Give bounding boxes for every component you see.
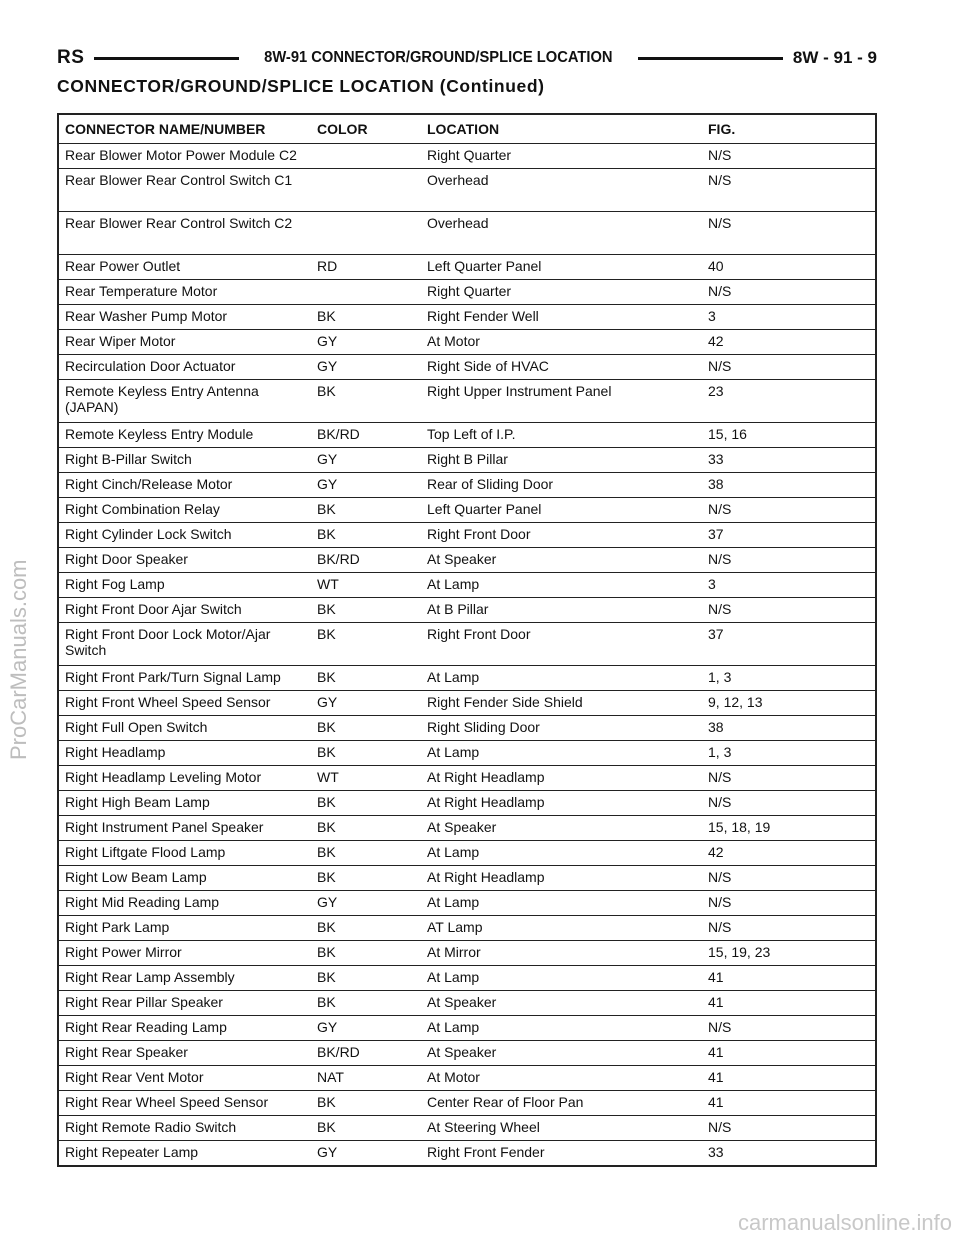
cell-fig: 9, 12, 13 [702,691,876,716]
cell-connector-name: Right High Beam Lamp [58,791,311,816]
cell-location: At Lamp [421,1016,702,1041]
cell-location: Right Fender Side Shield [421,691,702,716]
cell-color: BK [311,716,421,741]
cell-color: GY [311,473,421,498]
cell-fig: N/S [702,766,876,791]
table-row [58,598,876,623]
cell-location: Right Front Fender [421,1141,702,1167]
cell-color [311,212,421,255]
table-row [58,691,876,716]
cell-connector-name: Right Combination Relay [58,498,311,523]
connector-table-wrap [57,113,875,1167]
cell-color: BK [311,991,421,1016]
cell-connector-name: Recirculation Door Actuator [58,355,311,380]
table-row [58,1091,876,1116]
cell-fig: 41 [702,991,876,1016]
cell-fig: 33 [702,448,876,473]
cell-color: BK [311,498,421,523]
table-row [58,791,876,816]
cell-fig: 41 [702,1091,876,1116]
cell-fig: 38 [702,716,876,741]
table-row [58,448,876,473]
header-connector-name: CONNECTOR NAME/NUMBER [58,114,311,144]
header-location: LOCATION [421,114,702,144]
cell-connector-name: Rear Blower Rear Control Switch C1 [58,169,311,212]
cell-location: Overhead [421,169,702,212]
table-row [58,548,876,573]
cell-connector-name: Rear Power Outlet [58,255,311,280]
cell-color: BK [311,380,421,423]
table-row [58,255,876,280]
header-rule-right [638,57,783,60]
cell-location: Right Side of HVAC [421,355,702,380]
cell-location: At Speaker [421,1041,702,1066]
cell-color: BK [311,816,421,841]
cell-fig: 40 [702,255,876,280]
cell-connector-name: Right Door Speaker [58,548,311,573]
table-row [58,1116,876,1141]
cell-color: GY [311,448,421,473]
cell-color: BK [311,941,421,966]
table-row [58,866,876,891]
cell-fig: 42 [702,330,876,355]
cell-color: BK/RD [311,548,421,573]
table-row [58,280,876,305]
cell-connector-name: Rear Washer Pump Motor [58,305,311,330]
cell-connector-name: Rear Temperature Motor [58,280,311,305]
cell-color: GY [311,355,421,380]
cell-color: BK [311,916,421,941]
cell-connector-name: Right Headlamp Leveling Motor [58,766,311,791]
cell-connector-name: Right Cinch/Release Motor [58,473,311,498]
table-row [58,380,876,423]
header-color: COLOR [311,114,421,144]
cell-location: Right Quarter [421,144,702,169]
cell-location: At Steering Wheel [421,1116,702,1141]
bottom-watermark: carmanualsonline.info [737,1210,952,1235]
cell-connector-name: Rear Blower Rear Control Switch C2 [58,212,311,255]
cell-connector-name: Right Repeater Lamp [58,1141,311,1167]
cell-color: NAT [311,1066,421,1091]
cell-fig: 41 [702,966,876,991]
table-row [58,991,876,1016]
cell-color: RD [311,255,421,280]
cell-location: At Lamp [421,841,702,866]
cell-color: GY [311,691,421,716]
cell-color: BK [311,741,421,766]
cell-connector-name: Right Rear Speaker [58,1041,311,1066]
cell-fig: N/S [702,791,876,816]
cell-fig: N/S [702,598,876,623]
cell-fig: 33 [702,1141,876,1167]
cell-location: At Motor [421,1066,702,1091]
cell-color: BK [311,598,421,623]
cell-connector-name: Right Headlamp [58,741,311,766]
cell-connector-name: Right Mid Reading Lamp [58,891,311,916]
cell-location: At Speaker [421,991,702,1016]
header-fig: FIG. [702,114,876,144]
table-row [58,716,876,741]
cell-connector-name: Right Front Door Lock Motor/Ajar Switch [58,623,311,666]
table-row [58,891,876,916]
cell-fig: N/S [702,498,876,523]
cell-fig: N/S [702,355,876,380]
cell-color: BK/RD [311,1041,421,1066]
header-rule-left [94,57,239,60]
cell-connector-name: Right Instrument Panel Speaker [58,816,311,841]
table-row [58,473,876,498]
cell-color: GY [311,330,421,355]
cell-color [311,144,421,169]
cell-color: BK [311,866,421,891]
cell-color: GY [311,891,421,916]
cell-fig: N/S [702,1016,876,1041]
cell-fig: 15, 19, 23 [702,941,876,966]
cell-connector-name: Right Front Park/Turn Signal Lamp [58,666,311,691]
cell-fig: 1, 3 [702,741,876,766]
table-row [58,1066,876,1091]
cell-color: GY [311,1141,421,1167]
cell-color: BK [311,523,421,548]
cell-color [311,169,421,212]
page-header [57,44,877,72]
table-row [58,330,876,355]
table-row [58,498,876,523]
cell-fig: 3 [702,573,876,598]
table-row [58,916,876,941]
cell-color: GY [311,1016,421,1041]
cell-connector-name: Right Rear Wheel Speed Sensor [58,1091,311,1116]
cell-location: Right Quarter [421,280,702,305]
cell-location: AT Lamp [421,916,702,941]
table-row [58,144,876,169]
cell-location: At Right Headlamp [421,791,702,816]
cell-fig: N/S [702,548,876,573]
cell-fig: N/S [702,916,876,941]
cell-location: At Lamp [421,891,702,916]
cell-location: Overhead [421,212,702,255]
cell-connector-name: Right B-Pillar Switch [58,448,311,473]
cell-connector-name: Remote Keyless Entry Module [58,423,311,448]
table-row [58,966,876,991]
cell-connector-name: Right Full Open Switch [58,716,311,741]
cell-connector-name: Rear Blower Motor Power Module C2 [58,144,311,169]
cell-color: BK/RD [311,423,421,448]
cell-connector-name: Right Front Door Ajar Switch [58,598,311,623]
table-row [58,573,876,598]
cell-fig: 1, 3 [702,666,876,691]
cell-connector-name: Right Rear Vent Motor [58,1066,311,1091]
connector-table [57,113,877,1167]
table-row [58,423,876,448]
cell-connector-name: Right Front Wheel Speed Sensor [58,691,311,716]
cell-fig: N/S [702,144,876,169]
cell-location: At B Pillar [421,598,702,623]
cell-location: Left Quarter Panel [421,498,702,523]
table-row [58,666,876,691]
cell-fig: 41 [702,1066,876,1091]
cell-color: BK [311,1116,421,1141]
cell-location: Left Quarter Panel [421,255,702,280]
table-row [58,816,876,841]
cell-connector-name: Right Remote Radio Switch [58,1116,311,1141]
cell-location: At Right Headlamp [421,866,702,891]
cell-location: At Lamp [421,966,702,991]
cell-connector-name: Right Liftgate Flood Lamp [58,841,311,866]
table-row [58,355,876,380]
cell-location: At Speaker [421,816,702,841]
cell-connector-name: Right Low Beam Lamp [58,866,311,891]
cell-fig: 38 [702,473,876,498]
table-row [58,941,876,966]
cell-connector-name: Right Rear Lamp Assembly [58,966,311,991]
cell-fig: 41 [702,1041,876,1066]
table-row [58,169,876,212]
cell-connector-name: Right Fog Lamp [58,573,311,598]
cell-connector-name: Remote Keyless Entry Antenna (JAPAN) [58,380,311,423]
cell-fig: N/S [702,891,876,916]
cell-location: Right Upper Instrument Panel [421,380,702,423]
cell-location: Rear of Sliding Door [421,473,702,498]
side-watermark: ProCarManuals.com [6,559,31,760]
table-row [58,623,876,666]
cell-fig: 3 [702,305,876,330]
cell-connector-name: Right Rear Reading Lamp [58,1016,311,1041]
table-row [58,523,876,548]
section-title: CONNECTOR/GROUND/SPLICE LOCATION (Continued) [57,76,545,96]
cell-location: At Lamp [421,741,702,766]
header-model-code: RS [57,47,85,68]
cell-color: BK [311,1091,421,1116]
cell-location: Right Front Door [421,623,702,666]
cell-fig: N/S [702,1116,876,1141]
cell-location: At Lamp [421,666,702,691]
table-row [58,1041,876,1066]
table-row [58,1016,876,1041]
cell-location: Right B Pillar [421,448,702,473]
cell-fig: 23 [702,380,876,423]
table-row [58,305,876,330]
cell-fig: 37 [702,623,876,666]
table-row [58,212,876,255]
cell-fig: 15, 18, 19 [702,816,876,841]
cell-color: BK [311,841,421,866]
cell-location: Right Fender Well [421,305,702,330]
cell-location: At Motor [421,330,702,355]
cell-fig: N/S [702,212,876,255]
cell-color: WT [311,573,421,598]
cell-location: At Speaker [421,548,702,573]
table-row [58,741,876,766]
cell-fig: N/S [702,280,876,305]
cell-location: At Lamp [421,573,702,598]
cell-color: BK [311,623,421,666]
table-row [58,841,876,866]
cell-color: BK [311,791,421,816]
table-row [58,1141,876,1167]
table-header-row [58,114,876,144]
cell-color [311,280,421,305]
cell-location: At Right Headlamp [421,766,702,791]
cell-color: BK [311,966,421,991]
cell-fig: 42 [702,841,876,866]
cell-connector-name: Right Cylinder Lock Switch [58,523,311,548]
cell-color: BK [311,666,421,691]
cell-fig: 15, 16 [702,423,876,448]
cell-color: WT [311,766,421,791]
cell-location: Top Left of I.P. [421,423,702,448]
cell-connector-name: Right Rear Pillar Speaker [58,991,311,1016]
cell-fig: 37 [702,523,876,548]
cell-color: BK [311,305,421,330]
cell-fig: N/S [702,169,876,212]
cell-location: Right Sliding Door [421,716,702,741]
cell-connector-name: Right Power Mirror [58,941,311,966]
cell-location: Center Rear of Floor Pan [421,1091,702,1116]
cell-location: At Mirror [421,941,702,966]
table-body [58,144,876,1167]
cell-fig: N/S [702,866,876,891]
cell-location: Right Front Door [421,523,702,548]
header-section-name: 8W-91 CONNECTOR/GROUND/SPLICE LOCATION [264,49,613,66]
cell-connector-name: Right Park Lamp [58,916,311,941]
header-page-number: 8W - 91 - 9 [792,48,878,67]
cell-connector-name: Rear Wiper Motor [58,330,311,355]
table-row [58,766,876,791]
